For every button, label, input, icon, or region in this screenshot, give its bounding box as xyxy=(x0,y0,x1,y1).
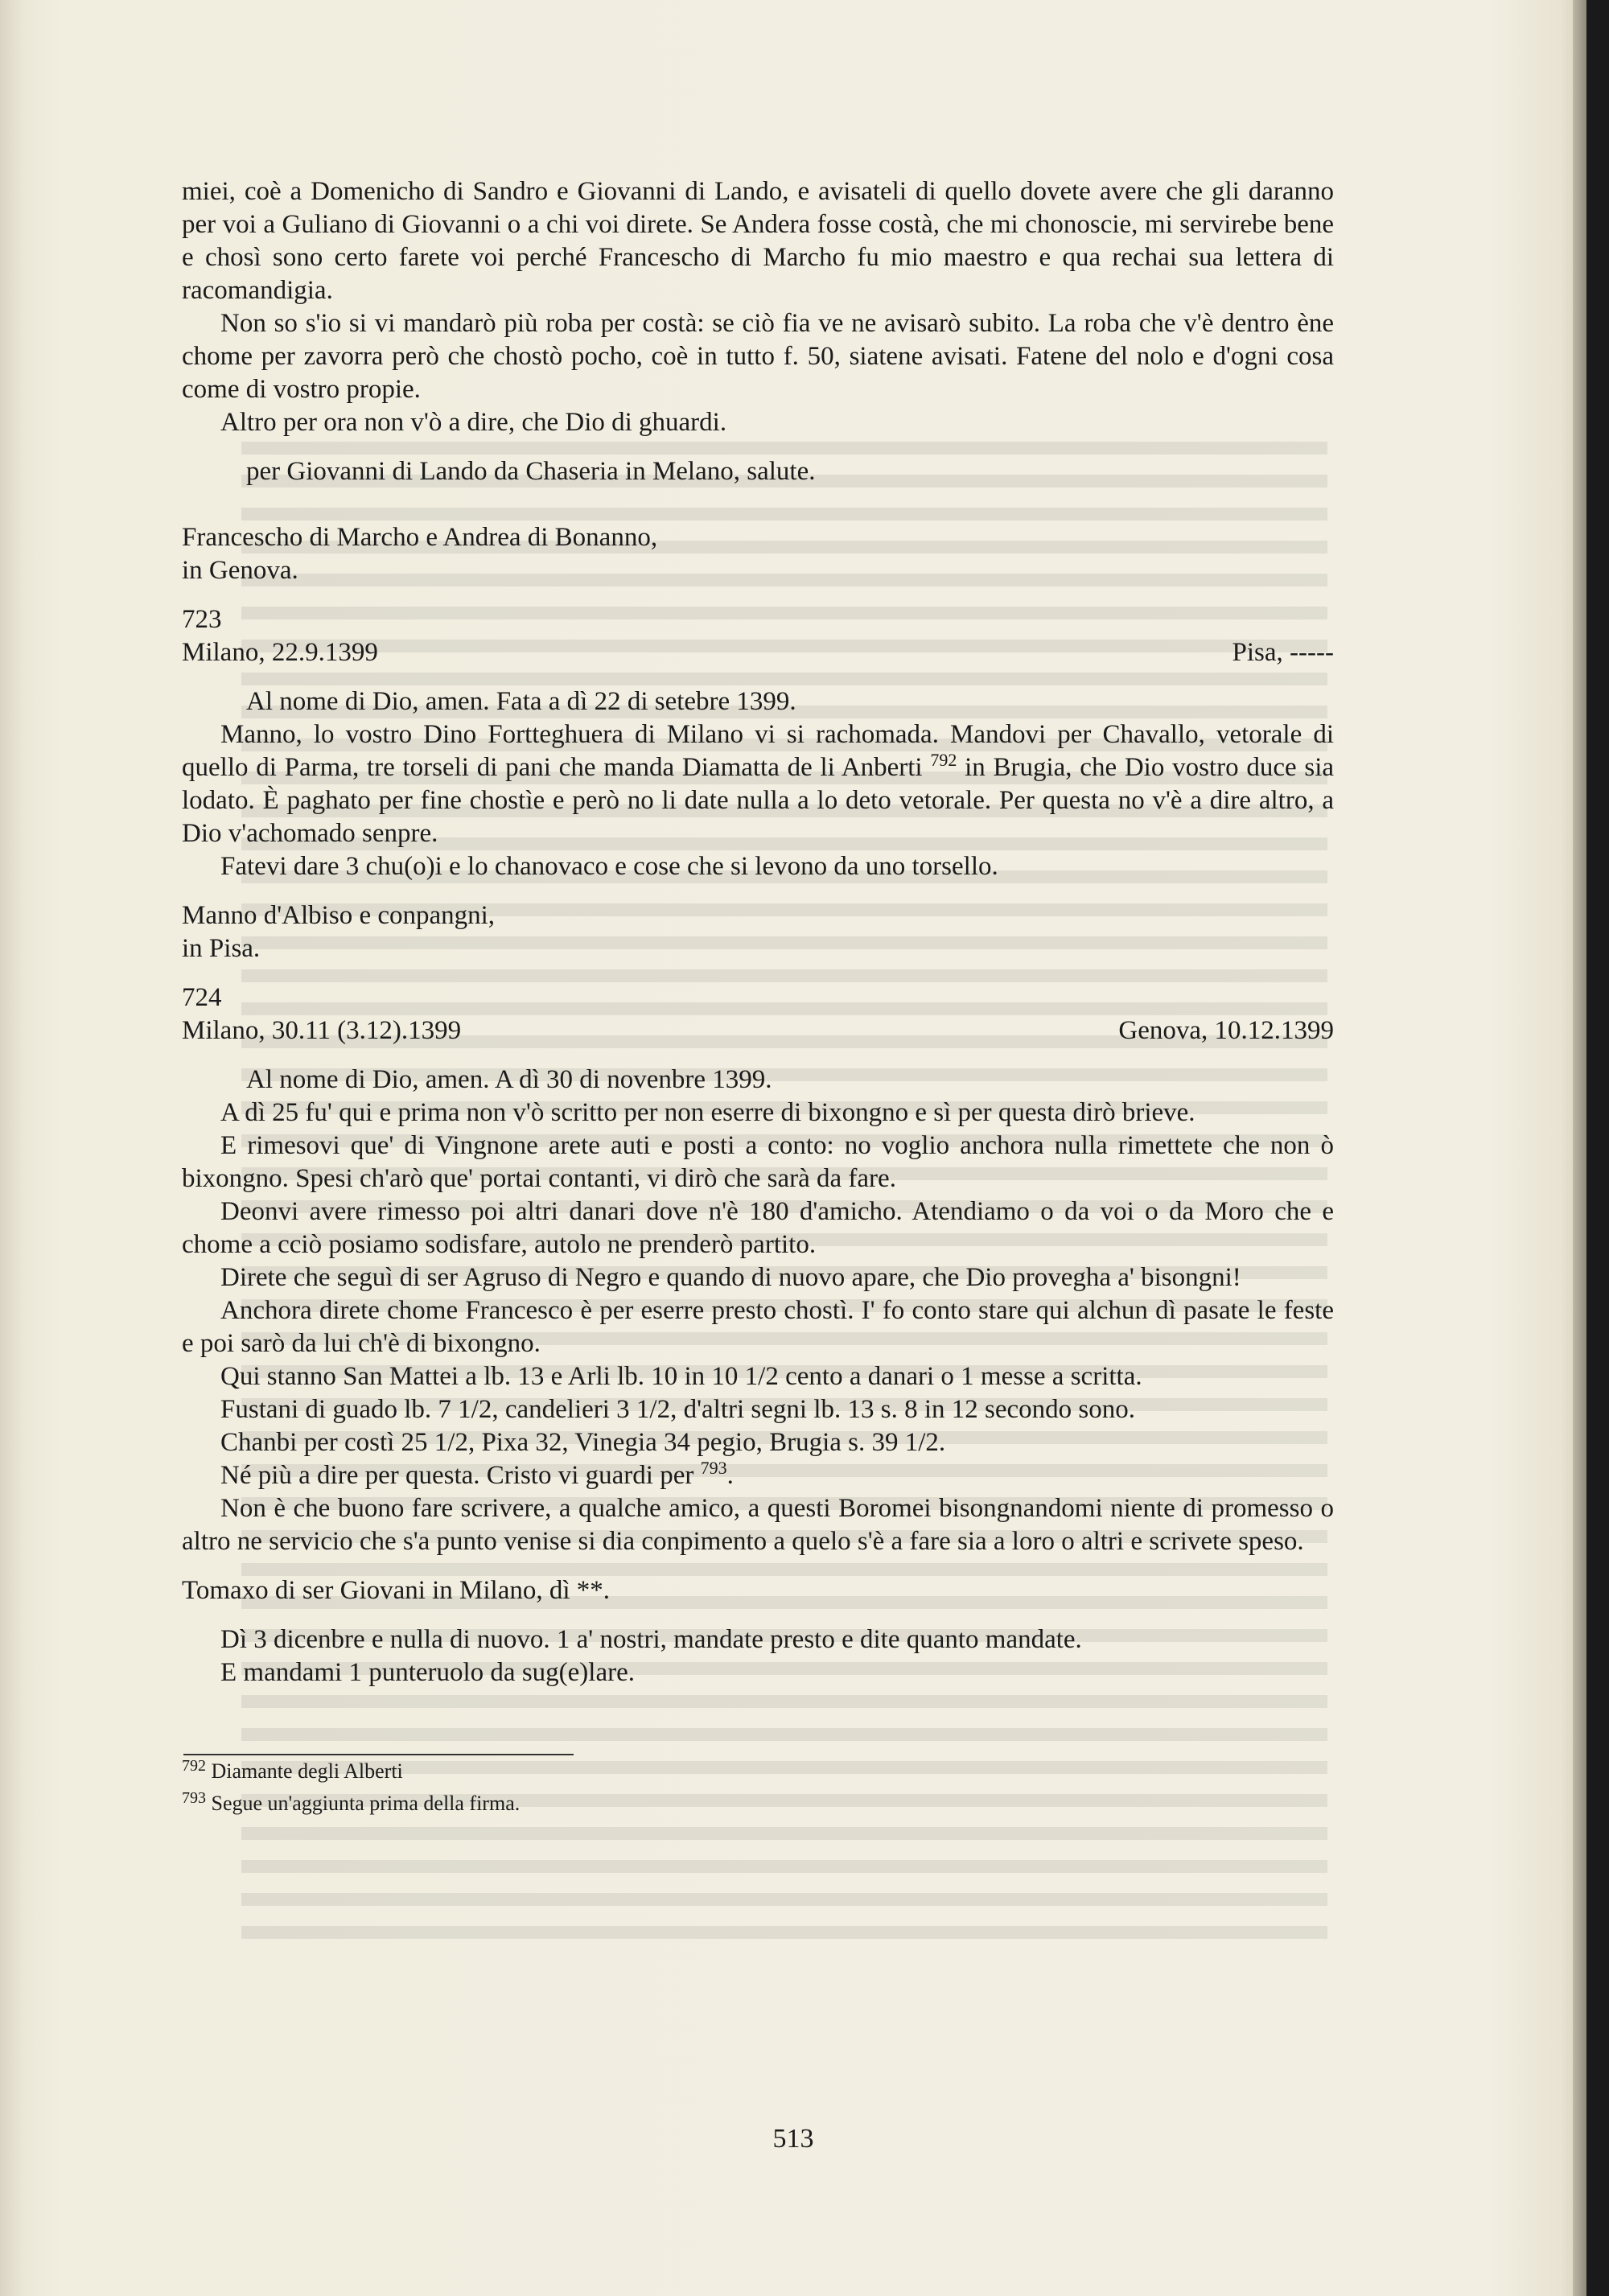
paragraph: Chanbi per costì 25 1/2, Pixa 32, Vinegia 34 pegio, Brugia s. 39 1/2. xyxy=(220,1428,946,1457)
paragraph: Deonvi avere rimesso poi altri danari dove n'è 180 d'amicho. Atendiamo o da voi o da Moro che e chome a cciò posiamo sodisfare, autolo ne prenderò partito. xyxy=(182,1197,1334,1259)
footnote-ref: 793 xyxy=(700,1458,727,1478)
letter-heading: Al nome di Dio, amen. A dì 30 di novenbre 1399. xyxy=(246,1065,772,1094)
paragraph: Non so s'io si vi mandarò più roba per costà: se ciò fia ve ne avisarò subito. La roba che v'è dentro ène chome per zavorra però che chostò pocho, coè in tutto f. 50, siatene avisati. Fatene del nolo e d'ogni cosa come di vostro propie. xyxy=(182,309,1334,404)
letter-heading: Al nome di Dio, amen. Fata a dì 22 di setebre 1399. xyxy=(246,687,796,716)
address-line: Manno d'Albiso e conpangni, xyxy=(182,901,496,930)
paragraph: Fatevi dare 3 chu(o)i e lo chanovaco e cose che si levono da uno torsello. xyxy=(220,852,998,881)
letter-origin: Milano, 30.11 (3.12).1399 xyxy=(182,1016,462,1045)
paragraph: Manno, lo vostro Dino Fortteghuera di Milano vi si rachomada. Mandovi per Chavallo, vetorale di quello di Parma, tre torseli di pani che manda Diamatta de li Anberti $^{792}$ in Brugia, che Dio vostro duce sia lodato. È paghato per fine chostìe e però no li date nulla a lo deto vetorale. Per questa no v'è a dire altro, a Dio v'achomado senpre. xyxy=(182,720,1335,848)
paragraph: Né più a dire per questa. Cristo vi guardi per $^{793}$. xyxy=(220,1458,734,1490)
letter-destination: Genova, 10.12.1399 xyxy=(1118,1016,1334,1045)
letter-number-723: 723 xyxy=(182,605,222,634)
letter-origin: Milano, 22.9.1399 xyxy=(182,638,378,667)
letter-header-724 xyxy=(182,1014,1334,1047)
paragraph: miei, coè a Domenicho di Sandro e Giovanni di Lando, e avisateli di quello dovete avere che gli daranno per voi a Guliano di Giovanni o a chi voi direte. Se Andera fosse costà, che mi chonoscie, mi servirebe bene e chosì sono certo farete voi perché Francescho di Marcho fu mio maestro e qua rechai sua lettera di racomandigia. xyxy=(182,177,1334,305)
letter-number-724: 724 xyxy=(182,983,222,1012)
paragraph: Fustani di guado lb. 7 1/2, candelieri 3 1/2, d'altri segni lb. 13 s. 8 in 12 secondo sono. xyxy=(220,1395,1135,1424)
page-number: 513 xyxy=(772,2124,814,2154)
address-line: Francescho di Marcho e Andrea di Bonanno, xyxy=(182,523,658,552)
letter-destination: Pisa, ----- xyxy=(1232,638,1334,667)
signature-722: per Giovanni di Lando da Chaseria in Melano, salute. xyxy=(246,457,816,486)
postscript-line: E mandami 1 punteruolo da sug(e)lare. xyxy=(220,1658,635,1687)
paragraph: Direte che seguì di ser Agruso di Negro e quando di nuovo apare, che Dio provegha a' bisongni! xyxy=(220,1263,1241,1292)
footnote: $^{792}$ Diamante degli Alberti xyxy=(182,1757,403,1783)
paragraph: Qui stanno San Mattei a lb. 13 e Arli lb. 10 in 10 1/2 cento a danari o 1 messe a scritta. xyxy=(220,1362,1142,1391)
paragraph: Altro per ora non v'ò a dire, che Dio di ghuardi. xyxy=(220,408,727,437)
signature-724: Tomaxo di ser Giovani in Milano, dì **. xyxy=(182,1576,611,1605)
paragraph: A dì 25 fu' qui e prima non v'ò scritto per non eserre di bixongno e sì per questa dirò brieve. xyxy=(220,1098,1195,1127)
paragraph: Non è che buono fare scrivere, a qualche amico, a questi Boromei bisongnandomi niente di promesso o altro ne servicio che s'a punto venise si dia conpimento a quelo s'è a fare sia a loro o altri e scrivete speso. xyxy=(182,1494,1334,1556)
address-line: in Pisa. xyxy=(182,934,261,963)
paragraph: E rimesovi que' di Vingnone arete auti e posti a conto: no voglio anchora nulla rimettete che non ò bixongno. Spesi ch'arò que' portai contanti, vi dirò che sarà da fare. xyxy=(182,1131,1334,1193)
postscript-line: Dì 3 dicenbre e nulla di nuovo. 1 a' nostri, mandate presto e dite quanto mandate. xyxy=(220,1625,1082,1654)
footnote: $^{793}$ Segue un'aggiunta prima della firma. xyxy=(182,1789,521,1815)
address-line: in Genova. xyxy=(182,556,298,585)
page-content xyxy=(182,175,1334,1820)
footnote-ref: 792 xyxy=(930,750,957,770)
page-edge xyxy=(1573,0,1586,2296)
letter-header-723 xyxy=(182,636,1334,669)
paragraph: Anchora direte chome Francesco è per eserre presto chostì. I' fo conto stare qui alchun dì pasate le feste e poi sarò da lui ch'è di bixongno. xyxy=(182,1296,1334,1358)
